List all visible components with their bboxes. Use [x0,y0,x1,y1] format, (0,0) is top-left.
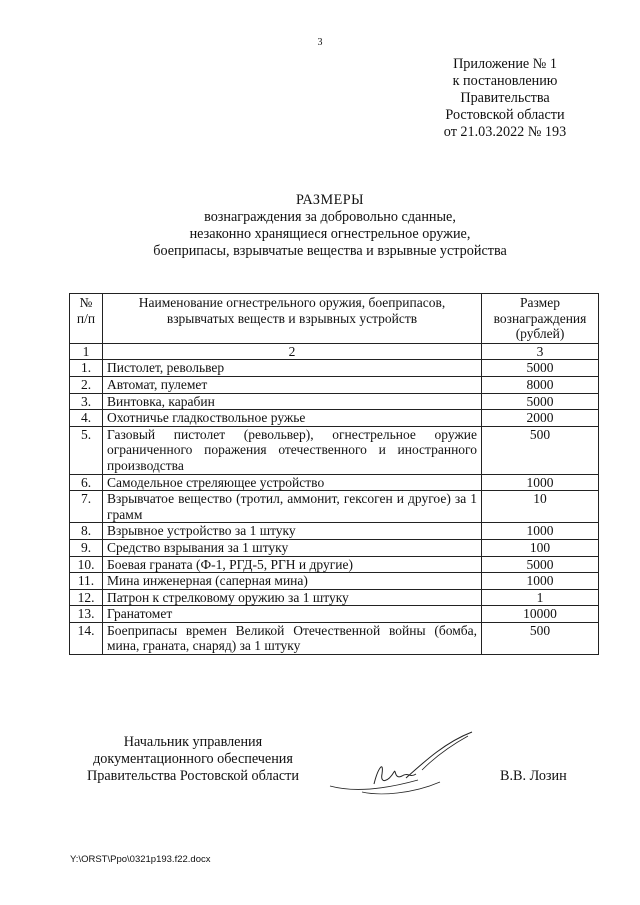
row-number: 1. [70,360,103,377]
row-amount: 5000 [482,556,599,573]
appendix-line: к постановлению [452,73,558,89]
row-name: Взрывчатое вещество (тротил, аммонит, гексоген и другое) за 1 грамм [103,491,482,523]
row-name: Взрывное устройство за 1 штуку [103,523,482,540]
row-name: Средство взрывания за 1 штуку [103,539,482,556]
column-index-row [70,343,599,360]
position-line: документационного обеспечения [93,751,293,767]
table-row [70,393,599,410]
signer-name: В.В. Лозин [500,768,567,784]
row-number: 10. [70,556,103,573]
title-subtitle-line: боеприпасы, взрывчатые вещества и взрывные устройства [153,243,507,259]
file-path: Y:\ORST\Ppo\0321p193.f22.docx [70,854,211,865]
row-name: Пистолет, револьвер [103,360,482,377]
table-row [70,360,599,377]
header-name: Наименование огнестрельного оружия, боеприпасов, взрывчатых веществ и взрывных устройств [103,294,482,344]
row-amount: 1000 [482,573,599,590]
row-amount: 2000 [482,410,599,427]
row-number: 5. [70,426,103,474]
table-row [70,523,599,540]
row-amount: 100 [482,539,599,556]
row-name: Винтовка, карабин [103,393,482,410]
row-amount: 500 [482,622,599,654]
row-name: Автомат, пулемет [103,376,482,393]
row-name: Самодельное стреляющее устройство [103,474,482,491]
column-index: 2 [103,343,482,360]
row-name: Газовый пистолет (револьвер), огнестрельное оружие ограниченного поражения отечественного и иностранного производства [103,426,482,474]
page-number: 3 [317,37,323,48]
row-amount: 1 [482,589,599,606]
header-amount: Размер вознаграждения (рублей) [482,294,599,344]
row-name: Боевая граната (Ф-1, РГД-5, РГН и другие) [103,556,482,573]
appendix-line: Ростовской области [445,107,565,123]
row-name: Патрон к стрелковому оружию за 1 штуку [103,589,482,606]
document-title [60,192,600,260]
position-line: Начальник управления [123,734,263,750]
row-amount: 10 [482,491,599,523]
table-header-row [70,294,599,344]
row-number: 7. [70,491,103,523]
row-number: 2. [70,376,103,393]
row-number: 12. [70,589,103,606]
row-number: 3. [70,393,103,410]
table-row [70,606,599,623]
appendix-line: от 21.03.2022 № 193 [443,124,567,140]
row-number: 14. [70,622,103,654]
row-number: 6. [70,474,103,491]
row-number: 13. [70,606,103,623]
row-number: 11. [70,573,103,590]
row-amount: 5000 [482,393,599,410]
column-index: 3 [482,343,599,360]
table-row [70,474,599,491]
table-row [70,573,599,590]
row-number: 8. [70,523,103,540]
row-number: 4. [70,410,103,427]
header-num: № п/п [70,294,103,344]
title-subtitle-line: незаконно хранящиеся огнестрельное оружие, [189,226,471,242]
row-amount: 10000 [482,606,599,623]
table-row [70,426,599,474]
table-row [70,556,599,573]
signatory-position [68,734,318,785]
row-amount: 5000 [482,360,599,377]
row-amount: 1000 [482,474,599,491]
table-row [70,622,599,654]
column-index: 1 [70,343,103,360]
appendix-line: Приложение № 1 [453,56,557,72]
row-number: 9. [70,539,103,556]
title-main: РАЗМЕРЫ [295,192,365,208]
row-amount: 1000 [482,523,599,540]
table-row [70,376,599,393]
appendix-line: Правительства [460,90,550,106]
row-amount: 8000 [482,376,599,393]
row-name: Охотничье гладкоствольное ружье [103,410,482,427]
table-row [70,539,599,556]
table-body [70,343,599,654]
table-row [70,589,599,606]
appendix-header [420,56,590,141]
table-row [70,410,599,427]
row-name: Гранатомет [103,606,482,623]
table-row [70,491,599,523]
title-subtitle-line: вознаграждения за добровольно сданные, [204,209,456,225]
row-name: Боеприпасы времен Великой Отечественной войны (бомба, мина, граната, снаряд) за 1 штуку [103,622,482,654]
position-line: Правительства Ростовской области [87,768,299,784]
handwritten-signature [322,730,482,802]
row-amount: 500 [482,426,599,474]
row-name: Мина инженерная (саперная мина) [103,573,482,590]
rewards-table [69,293,599,655]
